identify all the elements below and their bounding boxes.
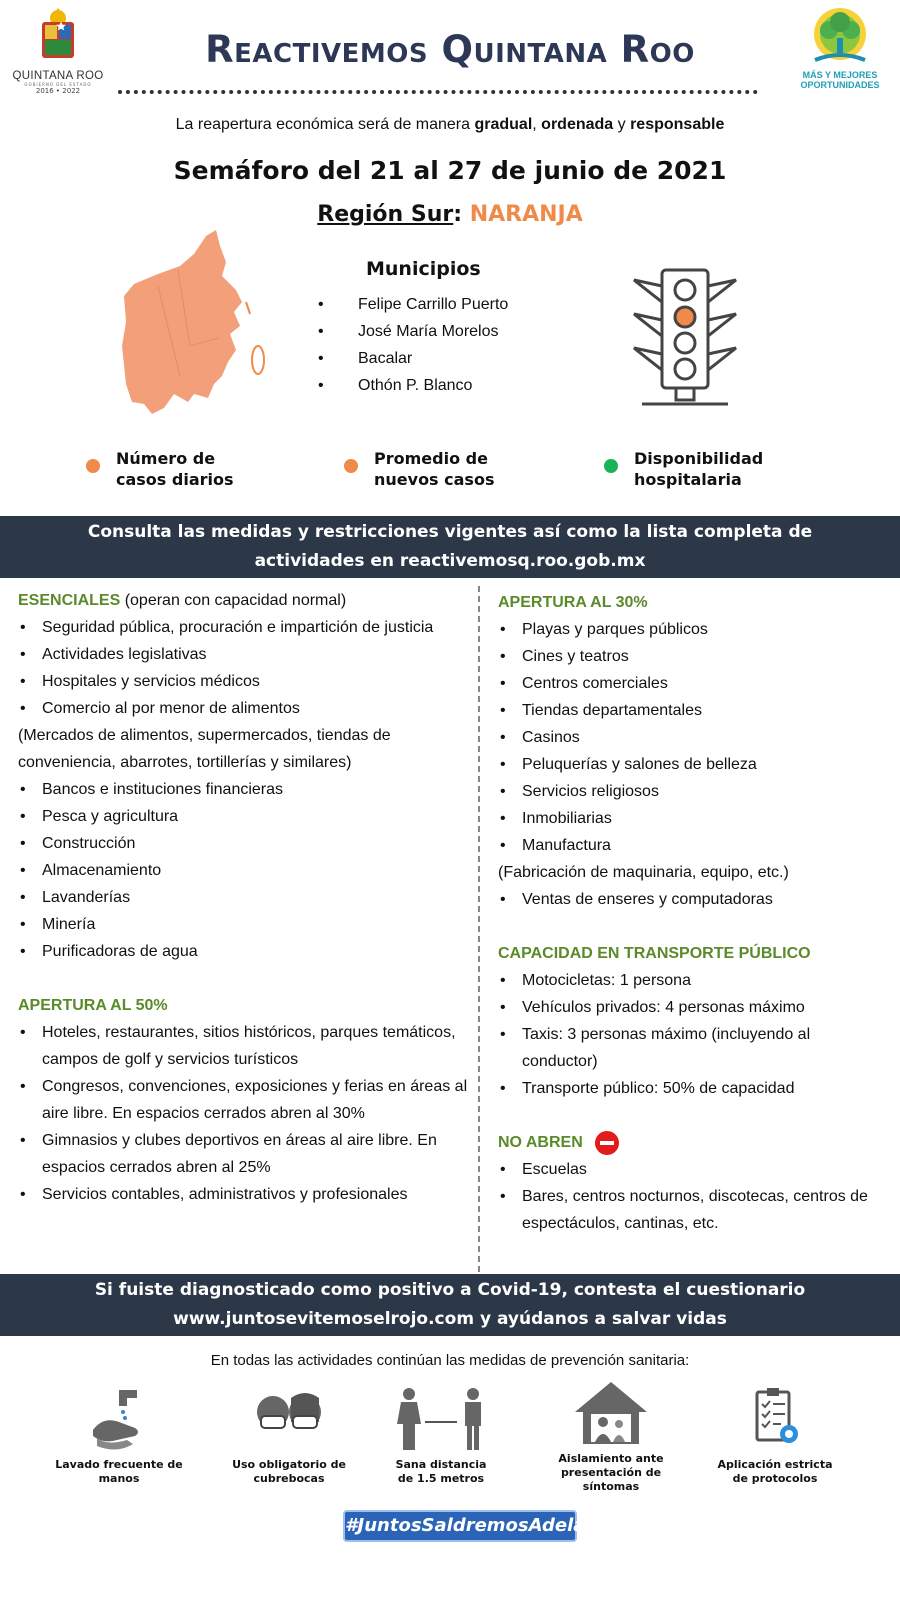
banner-line1: Si fuiste diagnosticado como positivo a Covid-19, contesta el cuestionario xyxy=(94,1280,806,1300)
list-item: • Construcción xyxy=(18,830,468,857)
spacer xyxy=(498,1102,888,1129)
prev-label-line: Sana distancia xyxy=(395,1458,487,1471)
region-value: NARANJA xyxy=(469,202,583,227)
list-item: • Casinos xyxy=(498,724,888,751)
prev-protocolos xyxy=(700,1386,850,1486)
list-item: • Comercio al por menor de alimentos xyxy=(18,695,468,722)
hand-wash-icon xyxy=(79,1386,159,1452)
indicator-casos-diarios xyxy=(116,448,234,490)
prev-lavado xyxy=(44,1386,194,1486)
list-item: • Transporte público: 50% de capacidad xyxy=(498,1075,888,1102)
subtitle-responsable: responsable xyxy=(630,116,725,133)
indicator-hospitalaria xyxy=(634,448,763,490)
spacer xyxy=(18,965,468,992)
subtitle-prefix: La reapertura económica será de manera xyxy=(175,116,475,133)
list-item: • Purificadoras de agua xyxy=(18,938,468,965)
list-item: • Servicios religiosos xyxy=(498,778,888,805)
prev-label xyxy=(366,1458,516,1486)
list-item: • Congresos, convenciones, exposiciones y ferias en áreas al aire libre. En espacios cerrados abren al 30% xyxy=(18,1073,468,1127)
prev-label-line: cubrebocas xyxy=(253,1472,325,1485)
right-column xyxy=(498,589,888,1237)
banner-line1: Consulta las medidas y restricciones vigentes así como la lista completa de xyxy=(87,522,813,542)
list-item: • Seguridad pública, procuración e impartición de justicia xyxy=(18,614,468,641)
list-item: • Hoteles, restaurantes, sitios históricos, parques temáticos, campos de golf y servicios turísticos xyxy=(18,1019,468,1073)
logo-tag-2: OPORTUNIDADES xyxy=(800,80,880,90)
apertura30-paren: (Fabricación de maquinaria, equipo, etc.) xyxy=(498,864,789,881)
list-item: • Servicios contables, administrativos y profesionales xyxy=(18,1181,468,1208)
oportunidades-logo xyxy=(790,4,890,100)
list-item: • Manufactura xyxy=(498,832,888,859)
banner-line2: actividades en reactivemosq.roo.gob.mx xyxy=(254,551,646,571)
prev-label-line: Aplicación estricta xyxy=(717,1458,833,1471)
list-item: • Bacalar xyxy=(318,350,508,377)
logo-name: QUINTANA ROO xyxy=(12,70,104,82)
list-item: • Inmobiliarias xyxy=(498,805,888,832)
indicator-line2: hospitalaria xyxy=(634,470,742,489)
municipios-list xyxy=(318,296,508,404)
section-apertura-50: APERTURA AL 50% xyxy=(18,997,168,1014)
esenciales-list-a xyxy=(18,614,468,722)
hashtag-badge: #JuntosSaldremosAdelante xyxy=(343,1510,577,1542)
status-dot xyxy=(604,459,618,473)
list-item: • Motocicletas: 1 persona xyxy=(498,967,888,994)
list-item: • Bancos e instituciones financieras xyxy=(18,776,468,803)
list-item: • Hospitales y servicios médicos xyxy=(18,668,468,695)
noabren-list xyxy=(498,1156,888,1237)
subtitle-gradual: gradual xyxy=(474,116,533,133)
prev-label-line: Uso obligatorio de xyxy=(232,1458,346,1471)
section-title: NO ABREN xyxy=(498,1134,583,1151)
coat-of-arms-icon xyxy=(38,6,78,64)
prev-distancia xyxy=(366,1386,516,1486)
apertura30-list-b xyxy=(498,886,888,913)
prev-cubrebocas xyxy=(214,1386,364,1486)
semaforo-dates: Semáforo del 21 al 27 de junio de 2021 xyxy=(173,156,727,185)
info-banner xyxy=(0,516,900,578)
column-divider xyxy=(478,586,480,1272)
apertura30-list xyxy=(498,616,888,859)
section-esenciales xyxy=(18,587,468,614)
prev-label-line: presentación de xyxy=(560,1466,662,1479)
section-apertura-30: APERTURA AL 30% xyxy=(498,594,648,611)
indicator-promedio xyxy=(374,448,494,490)
prev-label xyxy=(536,1452,686,1494)
section-no-abren xyxy=(498,1129,888,1156)
section-title: ESENCIALES xyxy=(18,592,121,609)
banner-line2: www.juntosevitemoselrojo.com y ayúdanos a salvar vidas xyxy=(173,1309,727,1329)
list-item: • Tiendas departamentales xyxy=(498,697,888,724)
no-entry-icon xyxy=(595,1131,619,1155)
municipios-title: Municipios xyxy=(366,258,481,280)
spacer xyxy=(498,913,888,940)
left-column xyxy=(18,587,468,1208)
face-mask-icon xyxy=(249,1386,329,1452)
list-item: • Lavanderías xyxy=(18,884,468,911)
indicator-line1: Disponibilidad xyxy=(634,449,764,468)
section-transporte: CAPACIDAD EN TRANSPORTE PÚBLICO xyxy=(498,945,811,962)
list-item: • Actividades legislativas xyxy=(18,641,468,668)
list-item: • Taxis: 3 personas máximo (incluyendo al conductor) xyxy=(498,1021,888,1075)
list-item: • Bares, centros nocturnos, discotecas, centros de espectáculos, cantinas, etc. xyxy=(498,1183,888,1237)
prev-label-line: manos xyxy=(98,1472,140,1485)
header xyxy=(0,0,900,105)
region-colon: : xyxy=(453,202,470,227)
subtitle-sep2: y xyxy=(613,116,631,133)
list-item: • Minería xyxy=(18,911,468,938)
tree-icon xyxy=(805,4,875,70)
indicator-line2: nuevos casos xyxy=(374,470,495,489)
list-item: • Cines y teatros xyxy=(498,643,888,670)
checklist-icon xyxy=(735,1386,815,1452)
home-isolation-icon xyxy=(571,1380,651,1446)
list-item: • Othón P. Blanco xyxy=(318,377,508,404)
prev-aislamiento xyxy=(536,1380,686,1494)
region-status xyxy=(0,202,900,227)
list-item: • Felipe Carrillo Puerto xyxy=(318,296,508,323)
dotted-divider xyxy=(118,90,758,94)
list-item: • Playas y parques públicos xyxy=(498,616,888,643)
list-item: • José María Morelos xyxy=(318,323,508,350)
list-item: • Vehículos privados: 4 personas máximo xyxy=(498,994,888,1021)
subtitle-sep1: , xyxy=(532,116,542,133)
page-title: Reactivemos Quintana Roo xyxy=(205,28,695,71)
status-dot xyxy=(344,459,358,473)
indicator-line1: Promedio de xyxy=(374,449,488,468)
prev-label-line: Aislamiento ante xyxy=(558,1452,664,1465)
list-item: • Ventas de enseres y computadoras xyxy=(498,886,888,913)
covid-banner xyxy=(0,1274,900,1336)
section-note: (operan con capacidad normal) xyxy=(120,592,347,609)
prev-label-line: Lavado frecuente de xyxy=(55,1458,183,1471)
prevencion-title: En todas las actividades continúan las medidas de prevención sanitaria: xyxy=(210,1352,690,1369)
apertura50-list xyxy=(18,1019,468,1208)
indicator-line2: casos diarios xyxy=(116,470,234,489)
transporte-list xyxy=(498,967,888,1102)
prev-label-line: de 1.5 metros xyxy=(397,1472,485,1485)
region-label: Región Sur xyxy=(317,202,454,227)
list-item: • Gimnasios y clubes deportivos en áreas al aire libre. En espacios cerrados abren al 25% xyxy=(18,1127,468,1181)
esenciales-paren: (Mercados de alimentos, supermercados, tiendas de conveniencia, abarrotes, tortillerías y similares) xyxy=(18,727,391,771)
list-item: • Escuelas xyxy=(498,1156,888,1183)
logo-sub: GOBIERNO DEL ESTADO xyxy=(24,82,92,87)
prev-label xyxy=(700,1458,850,1486)
quintana-roo-logo xyxy=(8,6,108,98)
social-distance-icon xyxy=(391,1386,491,1452)
logo-years: 2016 • 2022 xyxy=(35,87,81,95)
subtitle-ordenada: ordenada xyxy=(541,116,614,133)
prev-label xyxy=(44,1458,194,1486)
list-item: • Centros comerciales xyxy=(498,670,888,697)
prev-label-line: de protocolos xyxy=(732,1472,818,1485)
traffic-light-icon xyxy=(630,266,740,408)
esenciales-list-b xyxy=(18,776,468,965)
indicator-line1: Número de xyxy=(116,449,216,468)
list-item: • Pesca y agricultura xyxy=(18,803,468,830)
subtitle xyxy=(0,116,900,134)
indicators xyxy=(0,448,900,498)
list-item: • Peluquerías y salones de belleza xyxy=(498,751,888,778)
logo-tag-1: MÁS Y MEJORES xyxy=(802,70,878,80)
list-item: • Almacenamiento xyxy=(18,857,468,884)
prev-label-line: síntomas xyxy=(582,1480,640,1493)
region-map-icon xyxy=(118,226,290,426)
status-dot xyxy=(86,459,100,473)
prev-label xyxy=(214,1458,364,1486)
